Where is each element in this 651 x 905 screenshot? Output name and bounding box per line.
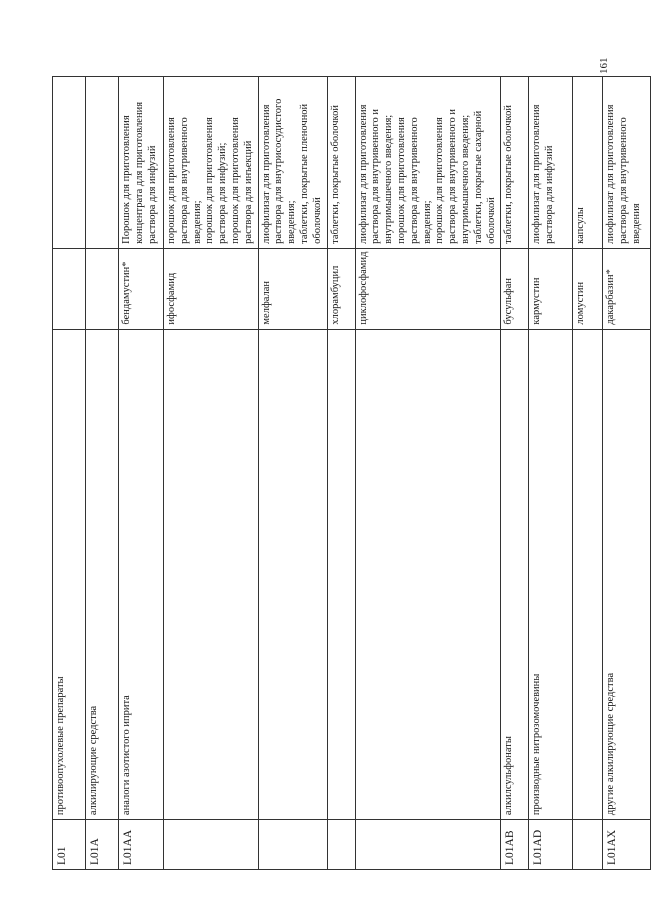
atc-code-cell [355, 820, 501, 870]
table-row [603, 77, 651, 870]
atc-code-cell [327, 820, 355, 870]
drug-cell: циклофосфамид [355, 248, 501, 329]
form-cell: лиофилизат для приготовления раствора для инфузий [529, 77, 573, 249]
form-cell: порошок для приготовления раствора для внутривенного введения; порошок для приготовления раствора для инфузий; порошок для приготовления раствора для инъекций [164, 77, 259, 249]
group-cell: производные нитрозомочевины [529, 329, 573, 819]
atc-code-cell: L01 [53, 820, 86, 870]
group-cell [573, 329, 603, 819]
drug-cell: ифосфамид [164, 248, 259, 329]
rotated-table-container [52, 76, 642, 870]
group-cell: аналоги азотистого иприта [119, 329, 164, 819]
drug-cell: кармустин [529, 248, 573, 329]
form-cell: Порошок для приготовления концентрата для приготовления раствора для инфузий [119, 77, 164, 249]
table-row [258, 77, 327, 870]
atc-code-cell: L01AA [119, 820, 164, 870]
table-row [86, 77, 119, 870]
table-row [501, 77, 529, 870]
table-row [573, 77, 603, 870]
atc-code-cell [164, 820, 259, 870]
drug-cell: мелфалан [258, 248, 327, 329]
atc-code-cell: L01AX [603, 820, 651, 870]
drug-cell: дакарбазин* [603, 248, 651, 329]
table-row [327, 77, 355, 870]
atc-code-cell: L01AB [501, 820, 529, 870]
drug-cell [53, 248, 86, 329]
page-number: 161 [598, 57, 610, 74]
form-cell [86, 77, 119, 249]
form-cell: лиофилизат для приготовления раствора для внутривенного и внутримышечного введения; порошок для приготовления раствора для внутривенного введения; порошок для приготовления раствора для внутривенного и внутримышечного введения; таблетки, покрытые сахарной оболочкой [355, 77, 501, 249]
form-cell: лиофилизат для приготовления раствора для внутривенного введения [603, 77, 651, 249]
drug-cell: ломустин [573, 248, 603, 329]
drug-cell: бусульфан [501, 248, 529, 329]
table-row [355, 77, 501, 870]
group-cell: алкилирующие средства [86, 329, 119, 819]
group-cell [258, 329, 327, 819]
table-row [164, 77, 259, 870]
group-cell [327, 329, 355, 819]
group-cell: противоопухолевые препараты [53, 329, 86, 819]
atc-code-cell: L01A [86, 820, 119, 870]
drug-table [52, 76, 651, 870]
drug-cell: хлорамбуцил [327, 248, 355, 329]
group-cell: алкилсульфонаты [501, 329, 529, 819]
drug-cell [86, 248, 119, 329]
form-cell: таблетки, покрытые оболочкой [501, 77, 529, 249]
atc-code-cell [573, 820, 603, 870]
form-cell: капсулы [573, 77, 603, 249]
table-row [529, 77, 573, 870]
table-row [119, 77, 164, 870]
form-cell: лиофилизат для приготовления раствора для внутрисосудистого введения; таблетки, покрытые пленочной оболочкой [258, 77, 327, 249]
group-cell [164, 329, 259, 819]
group-cell [355, 329, 501, 819]
group-cell: другие алкилирующие средства [603, 329, 651, 819]
form-cell [53, 77, 86, 249]
atc-code-cell: L01AD [529, 820, 573, 870]
atc-code-cell [258, 820, 327, 870]
form-cell: таблетки, покрытые оболочкой [327, 77, 355, 249]
drug-cell: бендамустин* [119, 248, 164, 329]
table-row [53, 77, 86, 870]
